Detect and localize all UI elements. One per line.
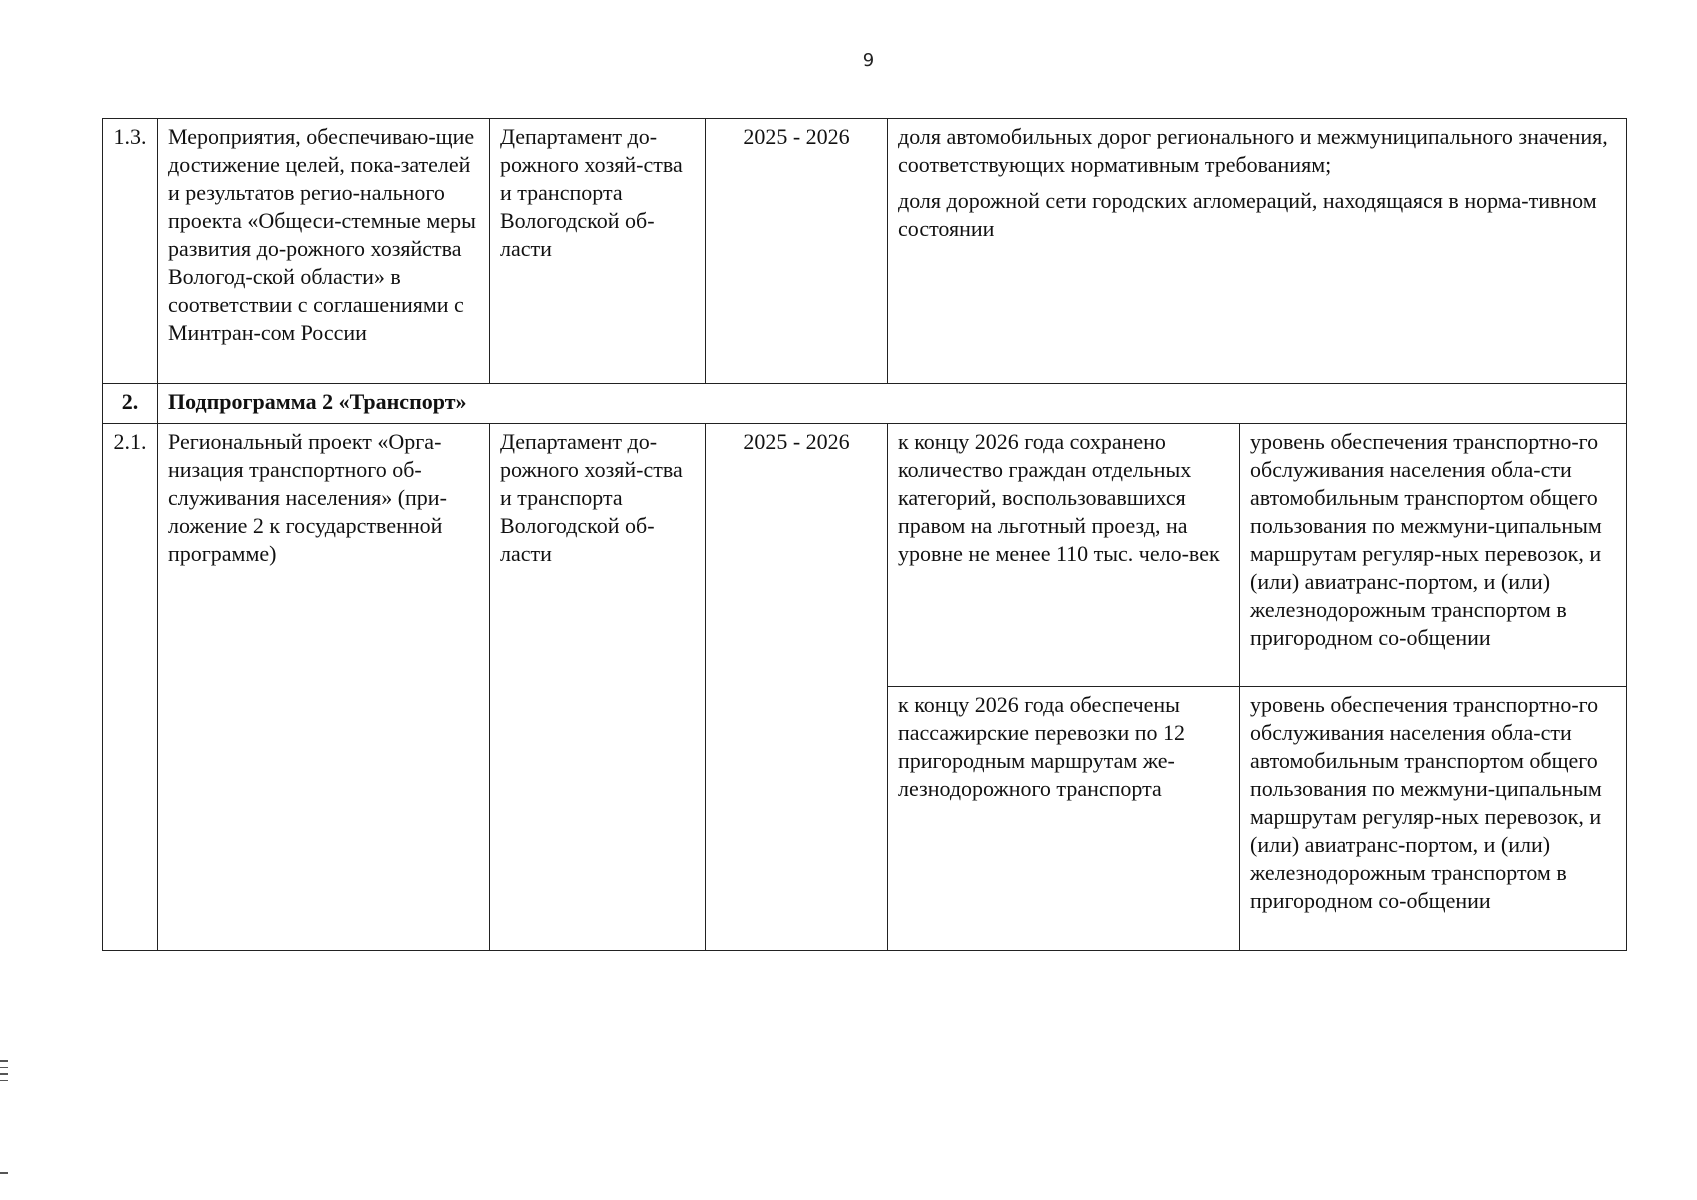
measure-name-cell: Региональный проект «Орга-низация транспортного об-служивания населения» (при-ложение 2 к государственной программе) xyxy=(158,424,490,951)
section-row xyxy=(103,384,1627,424)
responsible-cell: Департамент до-рожного хозяй-ства и транспорта Вологодской об-ласти xyxy=(490,424,706,951)
row-number-cell: 2.1. xyxy=(103,424,158,951)
measure-name-cell: Мероприятия, обеспечиваю-щие достижение целей, пока-зателей и результатов регио-нального проекта «Общеси-стемные меры развития до-рожного хозяйства Вологод-ской области» в соответствии с соглашениями с Минтран-сом России xyxy=(158,119,490,384)
result-cell: к концу 2026 года обеспечены пассажирские перевозки по 12 пригородным маршрутам же-лезнодорожного транспорта xyxy=(888,687,1240,951)
scan-edge-dash xyxy=(0,1172,8,1174)
row-number-cell: 1.3. xyxy=(103,119,158,384)
indicator-text: доля дорожной сети городских агломераций, находящаяся в норма-тивном состоянии xyxy=(898,188,1597,241)
period-cell: 2025 - 2026 xyxy=(706,119,888,384)
indicator-cell: уровень обеспечения транспортно-го обслуживания населения обла-сти автомобильным транспортом общего пользования по межмуни-ципальным маршрутам регуляр-ных перевозок, и (или) авиатранс-портом, и (или) железнодорожным транспортом в пригородном со-общении xyxy=(1240,687,1627,951)
measures-table xyxy=(102,118,1627,951)
section-number-cell: 2. xyxy=(103,384,158,424)
indicator-text: доля автомобильных дорог регионального и межмуниципального значения, соответствующих нормативным требованиям; xyxy=(898,124,1608,177)
table-row xyxy=(103,424,1627,687)
table-row xyxy=(103,119,1627,384)
indicator-cell: уровень обеспечения транспортно-го обслуживания населения обла-сти автомобильным транспортом общего пользования по межмуни-ципальным маршрутам регуляр-ных перевозок, и (или) авиатранс-портом, и (или) железнодорожным транспортом в пригородном со-общении xyxy=(1240,424,1627,687)
scan-edge-marks xyxy=(0,1060,10,1086)
period-cell: 2025 - 2026 xyxy=(706,424,888,951)
indicator-cell xyxy=(888,119,1627,384)
page-number: 9 xyxy=(862,50,875,71)
section-title-cell: Подпрограмма 2 «Транспорт» xyxy=(158,384,1627,424)
result-cell: к концу 2026 года сохранено количество граждан отдельных категорий, воспользовавшихся правом на льготный проезд, на уровне не менее 110 тыс. чело-век xyxy=(888,424,1240,687)
responsible-cell: Департамент до-рожного хозяй-ства и транспорта Вологодской об-ласти xyxy=(490,119,706,384)
